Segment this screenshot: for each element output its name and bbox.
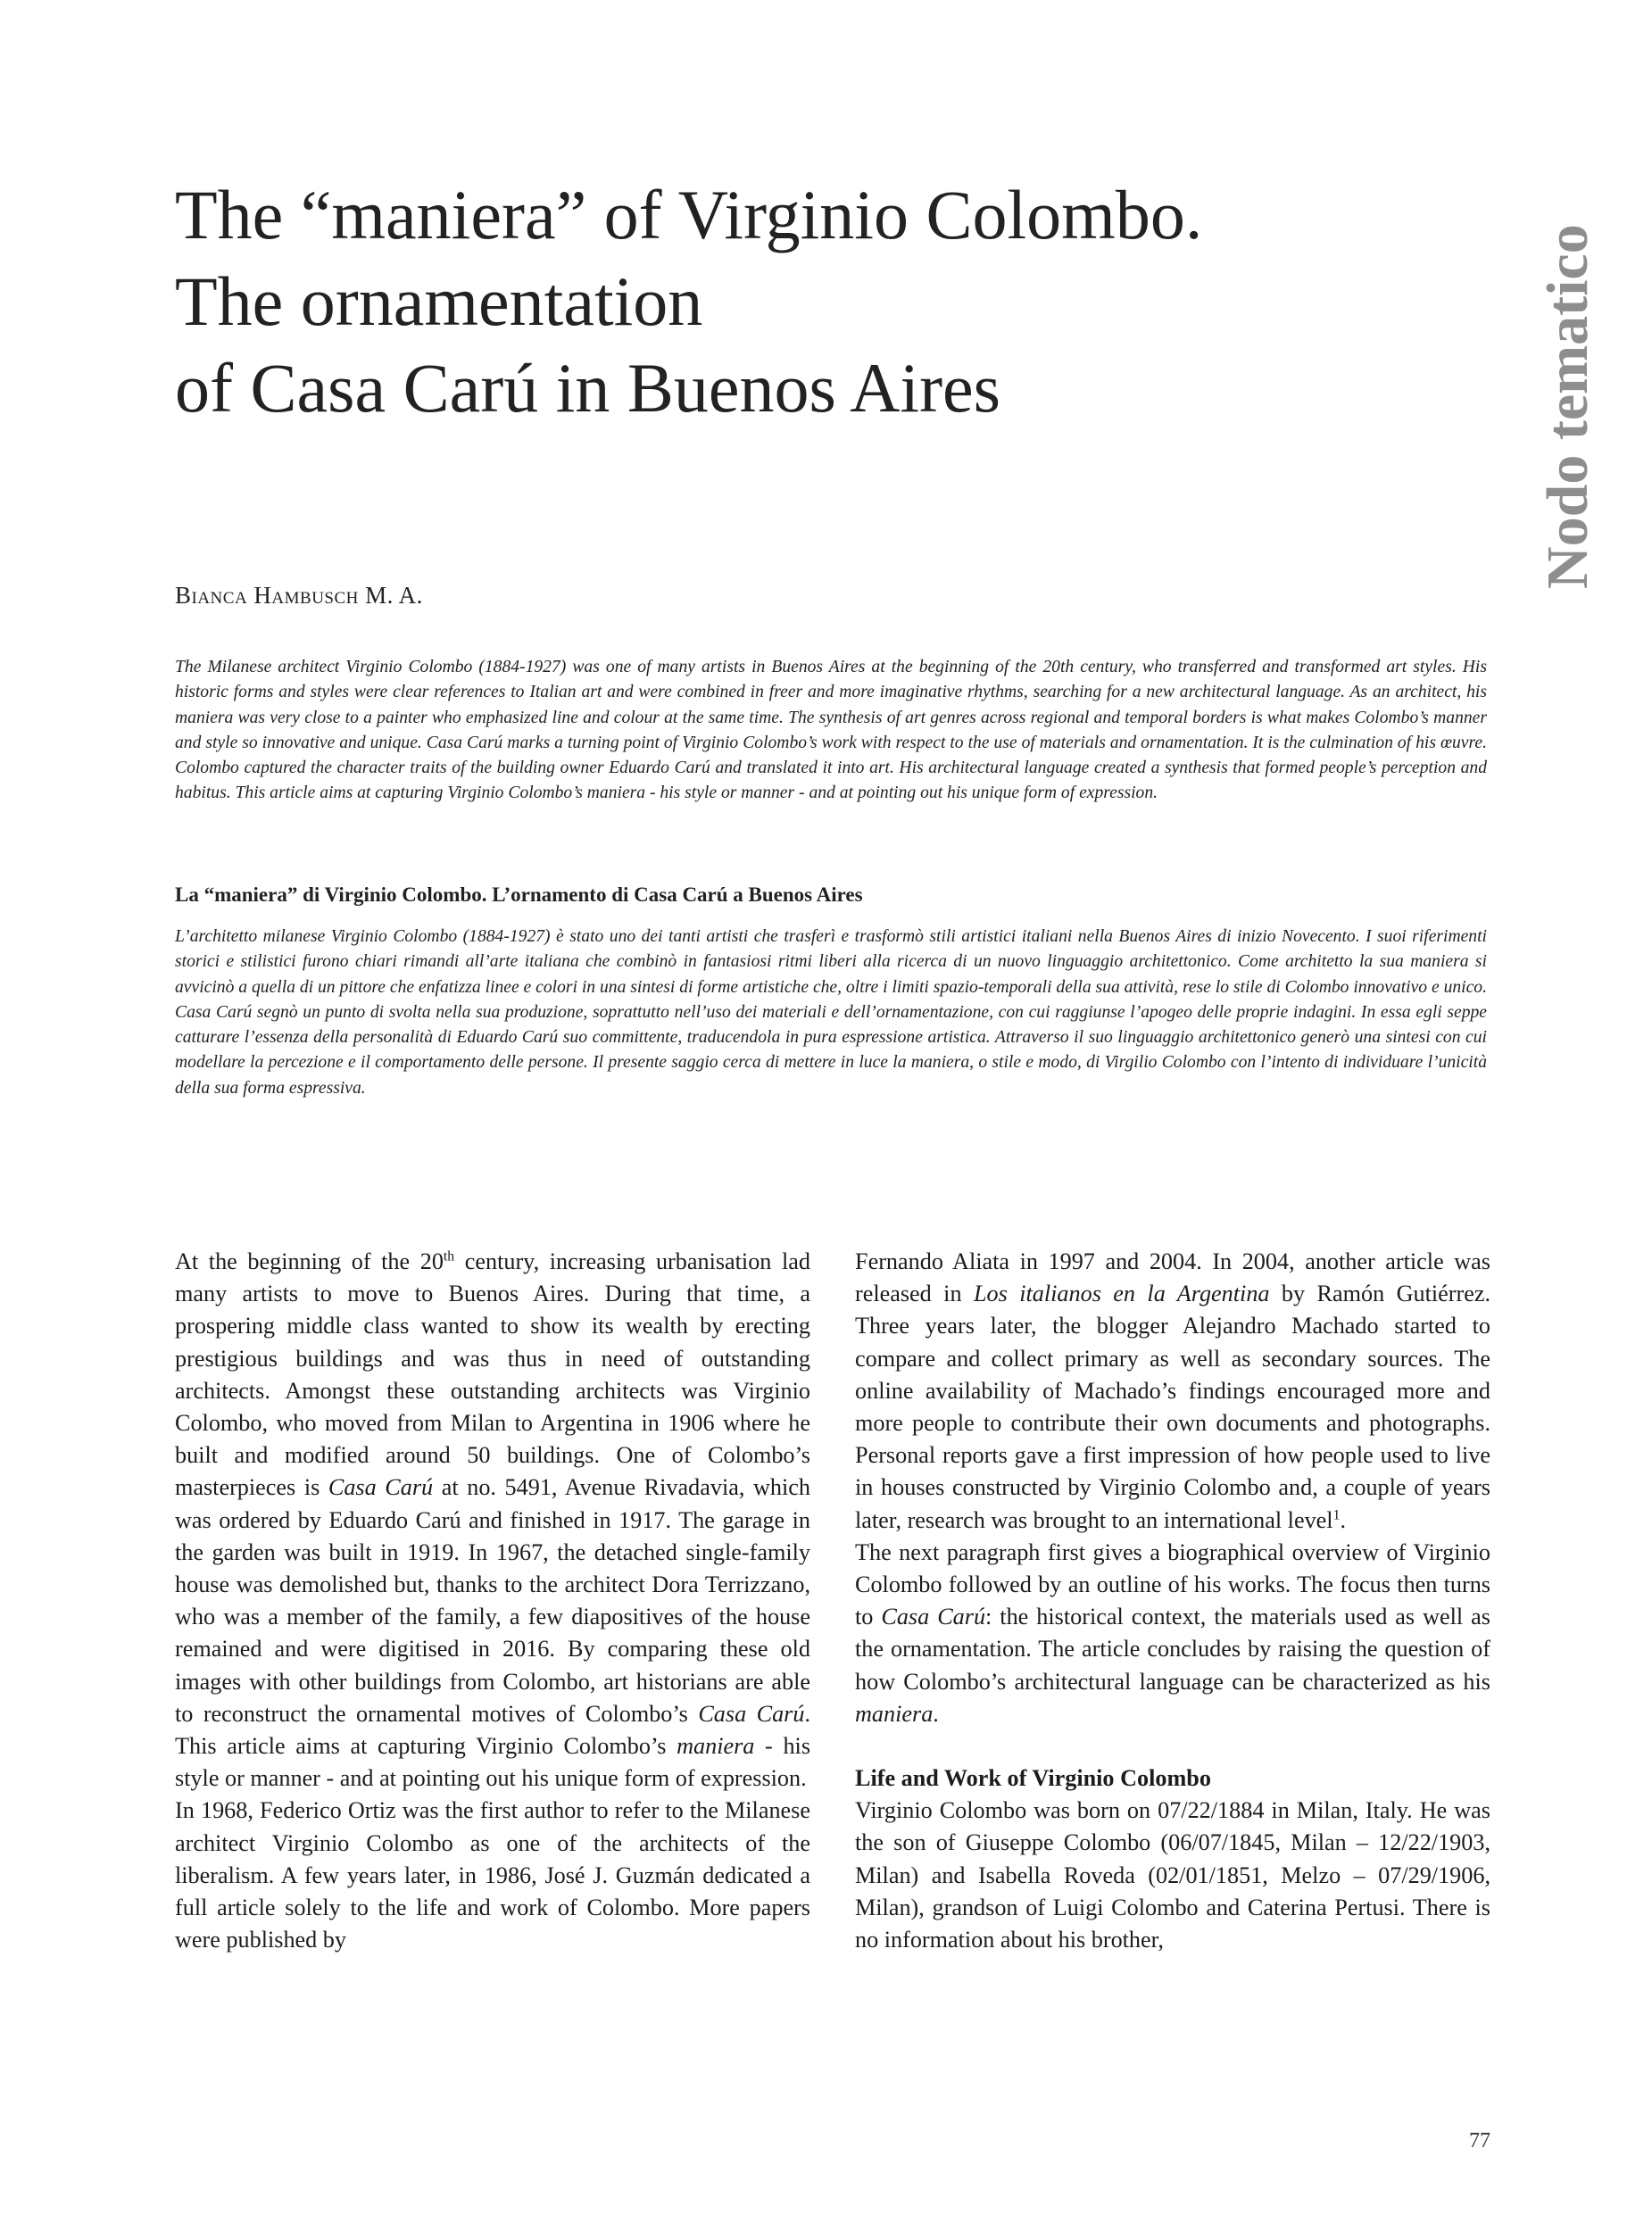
body-paragraph: In 1968, Federico Ortiz was the first author to refer to the Milanese architect Virginio Colombo as one of the architects of the liberalism. A few years later, in 1986, José J. Guzmán dedicated a full article solely to the life and work of Colombo. More papers were published by (175, 1797, 810, 1953)
title-line-1: The “maniera” of Virginio Colombo. (175, 176, 1203, 253)
section-label: Nodo tematico (1535, 224, 1600, 589)
page-number: 77 (1469, 2129, 1490, 2152)
body-paragraph: At the beginning of the 20th century, increasing urbanisation lad many artists to move to Buenos Aires. During that time, a prospering middle class wanted to show its wealth by erecting prestigious buildings and was thus in need of outstanding architects. Amongst these outstanding architects was Virginio Colombo, who moved from Milan to Argentina in 1906 where he built and modified around 50 buildings. One of Colombo’s masterpieces is Casa Carú at no. 5491, Avenue Rivadavia, which was ordered by Eduardo Carú and finished in 1917. The garage in the garden was built in 1919. In 1967, the detached single-family house was demolished but, thanks to the architect Dora Terrizzano, who was a member of the family, a few diapositives of the house remained and were digitised in 2016. By comparing these old images with other buildings from Colombo, art historians are able to reconstruct the ornamental motives of Colombo’s Casa Carú. This article aims at capturing Virginio Colombo’s maniera - his style or manner - and at pointing out his unique form of expression. (175, 1248, 811, 1792)
title-line-3: of Casa Carú in Buenos Aires (175, 349, 1001, 427)
section-subheading: Life and Work of Virginio Colombo (855, 1765, 1211, 1792)
english-abstract: The Milanese architect Virginio Colombo (1884-1927) was one of many artists in Buenos Aires at the beginning of the 20th century, who transferred and transformed art styles. His historic forms and styles were clear references to Italian art and were combined in freer and more imaginative rhythms, searching for a new architectural language. As an architect, his maniera was very close to a painter who emphasized line and colour at the same time. The synthesis of art genres across regional and temporal borders is what makes Colombo’s manner and style so innovative and unique. Casa Carú marks a turning point of Virginio Colombo’s work with respect to the use of materials and ornamentation. It is the culmination of his œuvre. Colombo captured the character traits of the building owner Eduardo Carú and translated it into art. His architectural language created a synthesis that formed people’s perception and habitus. This article aims at capturing Virginio Colombo’s maniera - his style or manner - and at pointing out his unique form of expression. (175, 658, 1487, 803)
italian-abstract: L’architetto milanese Virginio Colombo (1884-1927) è stato uno dei tanti artisti che trasferì e trasformò stili artistici italiani nella Buenos Aires di inizio Novecento. I suoi riferimenti storici e stilistici furono chiari rimandi all’arte italiana che combinò in fantasiosi ritmi liberi alla ricerca di un nuovo linguaggio architettonico. Come architetto la sua maniera si avvicinò a quella di un pittore che enfatizza linee e colori in una sintesi di forme artistiche che, oltre i limiti spazio-temporali della sua attività, rese lo stile di Colombo innovativo e unico. Casa Carú segnò un punto di svolta nella sua produzione, soprattutto nell’uso dei materiali e dell’ornamentazione, con cui raggiunse l’apogeo delle proprie indagini. In essa egli seppe catturare l’essenza della personalità di Eduardo Carú suo committente, traducendola in pura espressione artistica. Attraverso il suo linguaggio architettonico generò una sintesi con cui modellare la percezione e il comportamento delle persone. Il presente saggio cerca di mettere in luce la maniera, o stile e modo, di Virgilio Colombo con l’intento di individuare l’unicità della sua forma espressiva. (175, 927, 1487, 1098)
article-title (175, 171, 1469, 431)
italian-abstract-title: La “maniera” di Virginio Colombo. L’ornamento di Casa Carú a Buenos Aires (175, 883, 863, 906)
title-line-2: The ornamentation (175, 262, 703, 340)
body-column-right (855, 1246, 1490, 1956)
body-paragraph: The next paragraph first gives a biographical overview of Virginio Colombo followed by an outline of his works. The focus then turns to Casa Carú: the historical context, the materials used as well as the ornamentation. The article concludes by raising the question of how Colombo’s architectural language can be characterized as his maniera. (855, 1538, 1490, 1727)
footnote-marker: 1 (1332, 1506, 1341, 1522)
author-name: Bianca Hambusch M. A. (175, 582, 423, 609)
body-paragraph: Virginio Colombo was born on 07/22/1884 in Milan, Italy. He was the son of Giuseppe Colombo (06/07/1845, Milan – 12/22/1903, Milan) and Isabella Roveda (02/01/1851, Melzo – 07/29/1906, Milan), grandson of Luigi Colombo and Caterina Pertusi. There is no information about his brother, (855, 1797, 1490, 1953)
body-column-left (175, 1246, 810, 1956)
body-paragraph: Fernando Aliata in 1997 and 2004. In 2004, another article was released in Los italianos en la Argentina by Ramón Gutiérrez. Three years later, the blogger Alejandro Machado started to compare and collect primary as well as secondary sources. The online availability of Machado’s findings encouraged more and more people to contribute their own documents and photographs. Personal reports gave a first impression of how people used to live in houses constructed by Virginio Colombo and, a couple of years later, research was brought to an international level$^1$. (855, 1248, 1490, 1533)
